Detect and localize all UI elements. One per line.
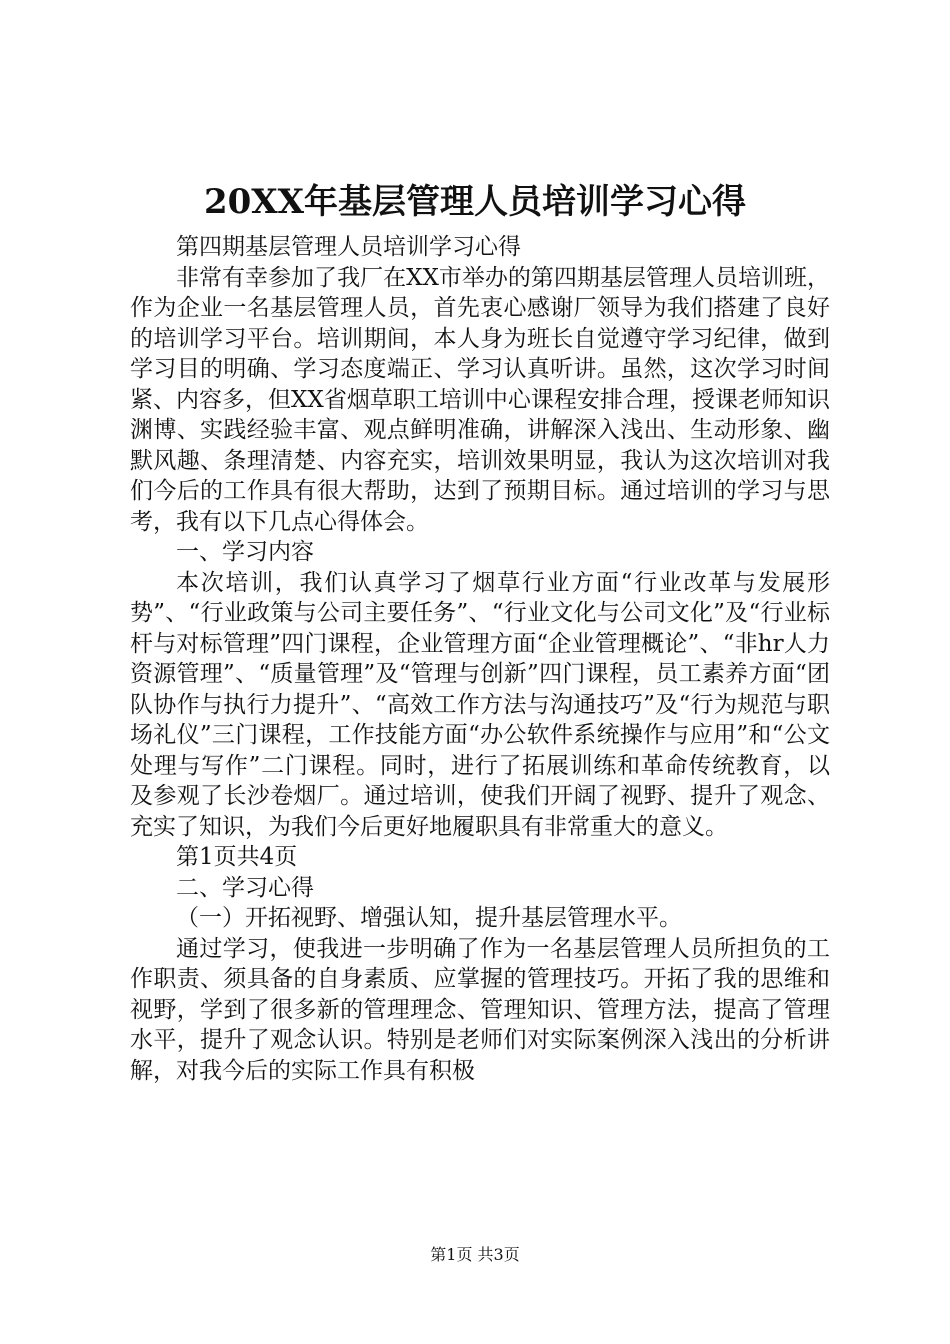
- subsection-heading-one: （一）开拓视野、增强认知，提升基层管理水平。: [176, 905, 682, 931]
- section-heading-learning-insights: 二、学习心得: [176, 874, 314, 901]
- subtitle-paragraph: 第四期基层管理人员培训学习心得: [176, 234, 521, 260]
- document-body: [130, 232, 830, 1086]
- section-heading-learning-content: 一、学习内容: [176, 539, 314, 565]
- intro-paragraph: 非常有幸参加了我厂在XX市举办的第四期基层管理人员培训班，作为企业一名基层管理人员，首先衷心感谢厂领导为我们搭建了良好的培训学习平台。培训期间，本人身为班长自觉遵守学习纪律，做到学习目的明确、学习态度端正、学习认真听讲。虽然，这次学习时间紧、内容多，但XX省烟草职工培训中心课程安排合理，授课老师知识渊博、实践经验丰富、观点鲜明准确，讲解深入浅出、生动形象、幽默风趣、条理清楚、内容充实，培训效果明显，我认为这次培训对我们今后的工作具有很大帮助，达到了预期目标。通过培训的学习与思考，我有以下几点心得体会。: [130, 264, 830, 535]
- learning-content-paragraph: 本次培训，我们认真学习了烟草行业方面“行业改革与发展形势”、“行业政策与公司主要任务”、“行业文化与公司文化”及“行业标杆与对标管理”四门课程，企业管理方面“企业管理概论”、“非hr人力资源管理”、“质量管理”及“管理与创新”四门课程，员工素养方面“团队协作与执行力提升”、“高效工作方法与沟通技巧”及“行为规范与职场礼仪”三门课程，工作技能方面“办公软件系统操作与应用”和“公文处理与写作”二门课程。同时，进行了拓展训练和革命传统教育，以及参观了长沙卷烟厂。通过培训，使我们开阔了视野、提升了观念、充实了知识，为我们今后更好地履职具有非常重大的意义。: [130, 569, 830, 840]
- page-footer: 第1页 共3页: [430, 1245, 520, 1264]
- insights-paragraph: 通过学习，使我进一步明确了作为一名基层管理人员所担负的工作职责、须具备的自身素质、应掌握的管理技巧。开拓了我的思维和视野，学到了很多新的管理理念、管理知识、管理方法，提高了管理水平，提升了观念认识。特别是老师们对实际案例深入浅出的分析讲解，对我今后的实际工作具有积极: [130, 935, 830, 1084]
- inline-page-marker: 第1页共4页: [176, 844, 298, 870]
- document-title: 20XX年基层管理人员培训学习心得: [203, 182, 747, 222]
